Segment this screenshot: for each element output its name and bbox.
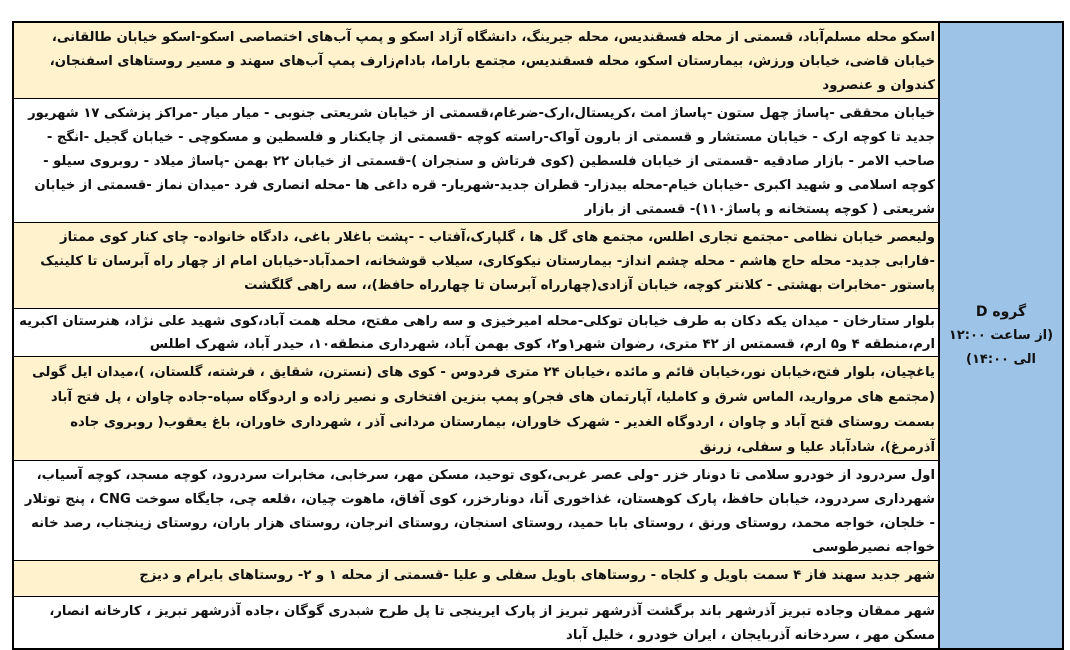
area-text: بلوار ستارخان - میدان یکه دکان به طرف خیابان توکلی-محله امیرخیزی و سه راهی مفتح، محله همت آباد،کوی شهید علی نژاد، هنرستان اکبریه ارم،منطقه ۴ و۵ ارم، قسمتس از ۴۲ متری، رضوان شهر۱و۲، کوی بهمن آباد، شهرداری منطقه۱۰، حیدر آباد، شهرک اطلس — [19, 314, 935, 352]
group-time-to: الی ۱۴:۰۰) — [966, 351, 1036, 367]
area-cell — [13, 223, 939, 309]
area-cell — [13, 561, 939, 597]
area-cell — [13, 461, 939, 561]
area-text: اول سردرود از خودرو سلامی تا دونار خزر -ولی عصر غربی،کوی توحید، مسکن مهر، سرخابی، مخابرات سردرود، کوچه مسجد، کوچه آسیاب، شهرداری سردرود، خیابان حافظ، پارک کوهستان، غذاخوری آنا، دونارخزر، کوی آفاق، ماهوت چیان، ،قلعه چی، جایگاه سوخت CNG ، پنج توتلار - خلجان، خواجه محمد، روستای ورنق ، روستای بابا حمید، روستای اسنجان، روستای انرجان، روستای هزار باران، روستای زینجناب، رصد خانه خواجه نصیرطوسی — [24, 468, 935, 555]
group-time-from: (از ساعت ۱۲:۰۰ — [948, 327, 1054, 343]
area-text: شهر جدید سهند فاز ۴ سمت باویل و کلجاه - روستاهای باویل سفلی و علیا -قسمتی از محله ۱ و ۲- روستاهای بایرام و دیزج — [139, 568, 935, 583]
area-text: یاغچیان، بلوار فتح،خیابان نور،خیابان قائم و مائده ،خیابان ۲۴ متری فردوس - کوی های (نسترن، شقایق ، فرشته، گلستان، )،میدان ایل گولی (مجتمع های مروارید، الماس شرق و کاملیا، آپارتمان های فجر)و پمپ بنزین افتخاری و نصیر زاده و اردوگاه سپاه-جاده چاوان ، پل فتح آباد بسمت روستای فتح آباد و چاوان ، اردوگاه الغدیر - شهرک خاوران، بیمارستان مردانی آذر ، شهرداری خاوران، باغ یعقوب( روبروی جاده آذرمرغ)، شادآباد علیا و سفلی، زرنق — [32, 365, 935, 455]
group-title: گروه D — [975, 303, 1027, 320]
area-text: اسکو محله مسلم‌آباد، قسمتی از محله فسقندیس، محله جیرینگ، دانشگاه آزاد اسکو و پمپ آب‌های اختصاصی اسکو-اسکو خیابان طالقانی، خیابان قاضی، خیابان ورزش، بیمارستان اسکو، محله فسقندیس، مجتمع باراما، بادام‌زارف پمپ آب‌های سهند و مسیر روستاهای اسفنجان، کندوان و عنصرود — [49, 30, 935, 93]
table-row — [13, 223, 1063, 309]
table-row — [13, 461, 1063, 561]
table-row — [13, 597, 1063, 650]
table-row — [13, 357, 1063, 461]
area-cell — [13, 357, 939, 461]
table-row — [13, 99, 1063, 223]
area-text: خیابان محققی -پاساژ چهل ستون -پاساژ امت ،کریستال،ارک-ضرغام،قسمتی از خیابان شریعتی جنوبی - میار میار -مراکز پزشکی ۱۷ شهریور جدید تا کوچه ارک - خیابان مستشار و قسمتی از بارون آواک-راسته کوچه -قسمتی از چایکنار و فلسطین و مسکوچی - خیابان گجیل -انگج - صاحب الامر - بازار صادقیه -قسمتی از خیابان فلسطین (کوی فرتاش و سنجران )-قسمتی از خیابان ۲۲ بهمن -پاساژ میلاد - روبروی سیلو - کوچه اسلامی و شهید اکبری -خیابان خیام-محله بیدزار- قطران جدید-شهریار- قره داغی ها -محله انصاری فرد -میدان نماز -قسمتی از خیابان شریعتی ( کوچه پستخانه و پاساژ۱۱۰)- قسمتی از بازار — [28, 106, 935, 217]
table-row — [13, 22, 1063, 99]
area-cell — [13, 309, 939, 357]
table-row — [13, 561, 1063, 597]
outage-schedule-table — [12, 21, 1064, 650]
area-text: ولیعصر خیابان نظامی -مجتمع تجاری اطلس، مجتمع های گل ها ، گلپارک،آفتاب - -پشت باغلار باغی، دادگاه خانواده- چای کنار کوی ممتاز -فارابی جدید- محله حاج هاشم - محله چشم انداز- بیمارستان نیکوکاری، سیلاب قوشخانه، احمدآباد-خیابان امام از چهار راه آبرسان تا کلینیک پاستور -مخابرات بهشتی - کلانتر کوچه، خیابان آزادی(چهارراه آبرسان تا چهارراه حافظ)،، سه راهی گلگشت — [40, 230, 935, 293]
area-cell — [13, 22, 939, 99]
area-cell — [13, 99, 939, 223]
table-row — [13, 309, 1063, 357]
group-d-cell — [939, 22, 1063, 649]
area-cell — [13, 597, 939, 650]
area-text: شهر ممقان وجاده تبریز آذرشهر باند برگشت آذرشهر تبریز از پارک ایرینجی تا پل طرح شبدری گوگان ،جاده آذرشهر تبریز ، کارخانه انصار، مسکن مهر ، سردخانه آذربایجان ، ایران خودرو ، خلیل آباد — [49, 604, 935, 643]
